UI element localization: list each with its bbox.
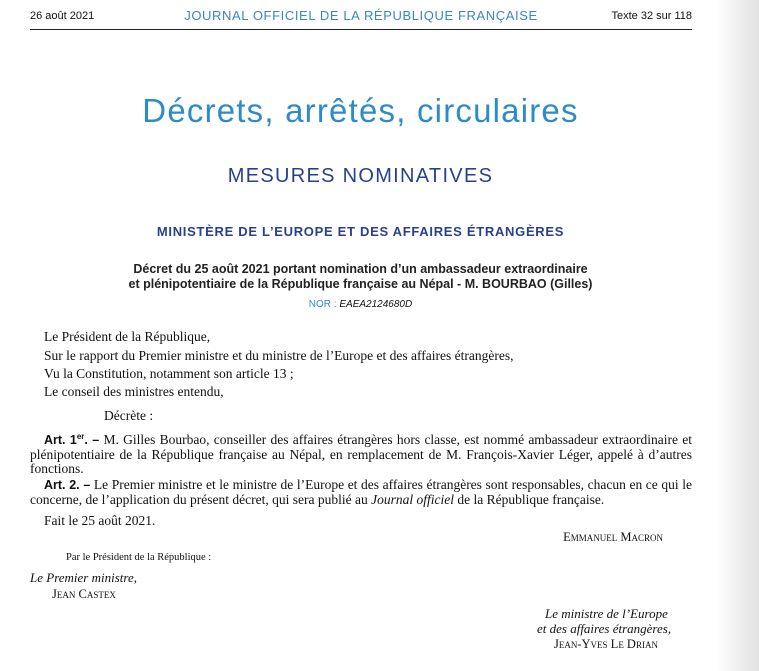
article-2-text-before: Le Premier ministre et le ministre de l’Europe et des affaires étrangères sont responsables, chacun en ce qui le concerne, de l’application du présent décret, qui sera publié au: [30, 477, 692, 507]
main-title: Décrets, arrêtés, circulaires: [142, 92, 579, 129]
par-le-president: Par le Président de la République :: [66, 552, 212, 563]
article-2-label: Art. 2. –: [44, 478, 91, 492]
premier-ministre-name: Jean Castex: [52, 587, 116, 601]
text-number: Texte 32 sur 118: [611, 10, 692, 22]
journal-title: JOURNAL OFFICIEL DE LA RÉPUBLIQUE FRANÇAISE: [184, 8, 538, 23]
article-1-label: Art. 1er. –: [44, 432, 100, 448]
decree-title-line-2: et plénipotentiaire de la République française au Népal - M. BOURBAO (Gilles): [128, 277, 593, 291]
decrete-line: Décrète :: [104, 408, 154, 423]
decree-title: [0, 262, 721, 292]
section-title: MESURES NOMINATIVES: [227, 165, 494, 187]
nor-reference: [0, 299, 721, 310]
nor-label: NOR :: [308, 299, 340, 310]
ministre-name: Jean-Yves Le Drian: [554, 637, 658, 651]
article-2: [30, 478, 692, 507]
ministry-heading: MINISTÈRE DE L’EUROPE ET DES AFFAIRES ÉTRANGÈRES: [156, 224, 565, 239]
page-header: [30, 8, 692, 26]
preamble-line-3: Vu la Constitution, notamment son article 13 ;: [44, 366, 294, 381]
header-rule: [30, 29, 692, 30]
premier-ministre-title: Le Premier ministre,: [30, 570, 137, 585]
article-1: [30, 430, 692, 477]
article-2-text-after: de la République française.: [453, 491, 605, 507]
ministre-title-line-2: et des affaires étrangères,: [537, 621, 672, 636]
page-edge-shadow: [715, 0, 759, 671]
president-signature: Emmanuel Macron: [563, 530, 663, 544]
nor-value: EAEA2124680D: [339, 299, 413, 310]
preamble-line-2: Sur le rapport du Premier ministre et du ministre de l’Europe et des affaires étrangères,: [44, 348, 514, 363]
header-date: 26 août 2021: [30, 10, 95, 22]
article-2-journal-italic: Journal officiel: [371, 491, 454, 507]
article-1-text: M. Gilles Bourbao, conseiller des affaires étrangères hors classe, est nommé ambassadeur extraordinaire et plénipotentiaire de la République française au Népal, en remplacement de M. François-Xavier Léger, appelé à d’autres fonctions.: [30, 432, 693, 477]
preamble-line-1: Le Président de la République,: [44, 329, 211, 344]
decree-title-line-1: Décret du 25 août 2021 portant nomination d’un ambassadeur extraordinaire: [133, 262, 588, 276]
ministre-title-line-1: Le ministre de l’Europe: [545, 606, 668, 621]
done-date: Fait le 25 août 2021.: [44, 513, 156, 528]
preamble-line-4: Le conseil des ministres entendu,: [44, 384, 224, 399]
